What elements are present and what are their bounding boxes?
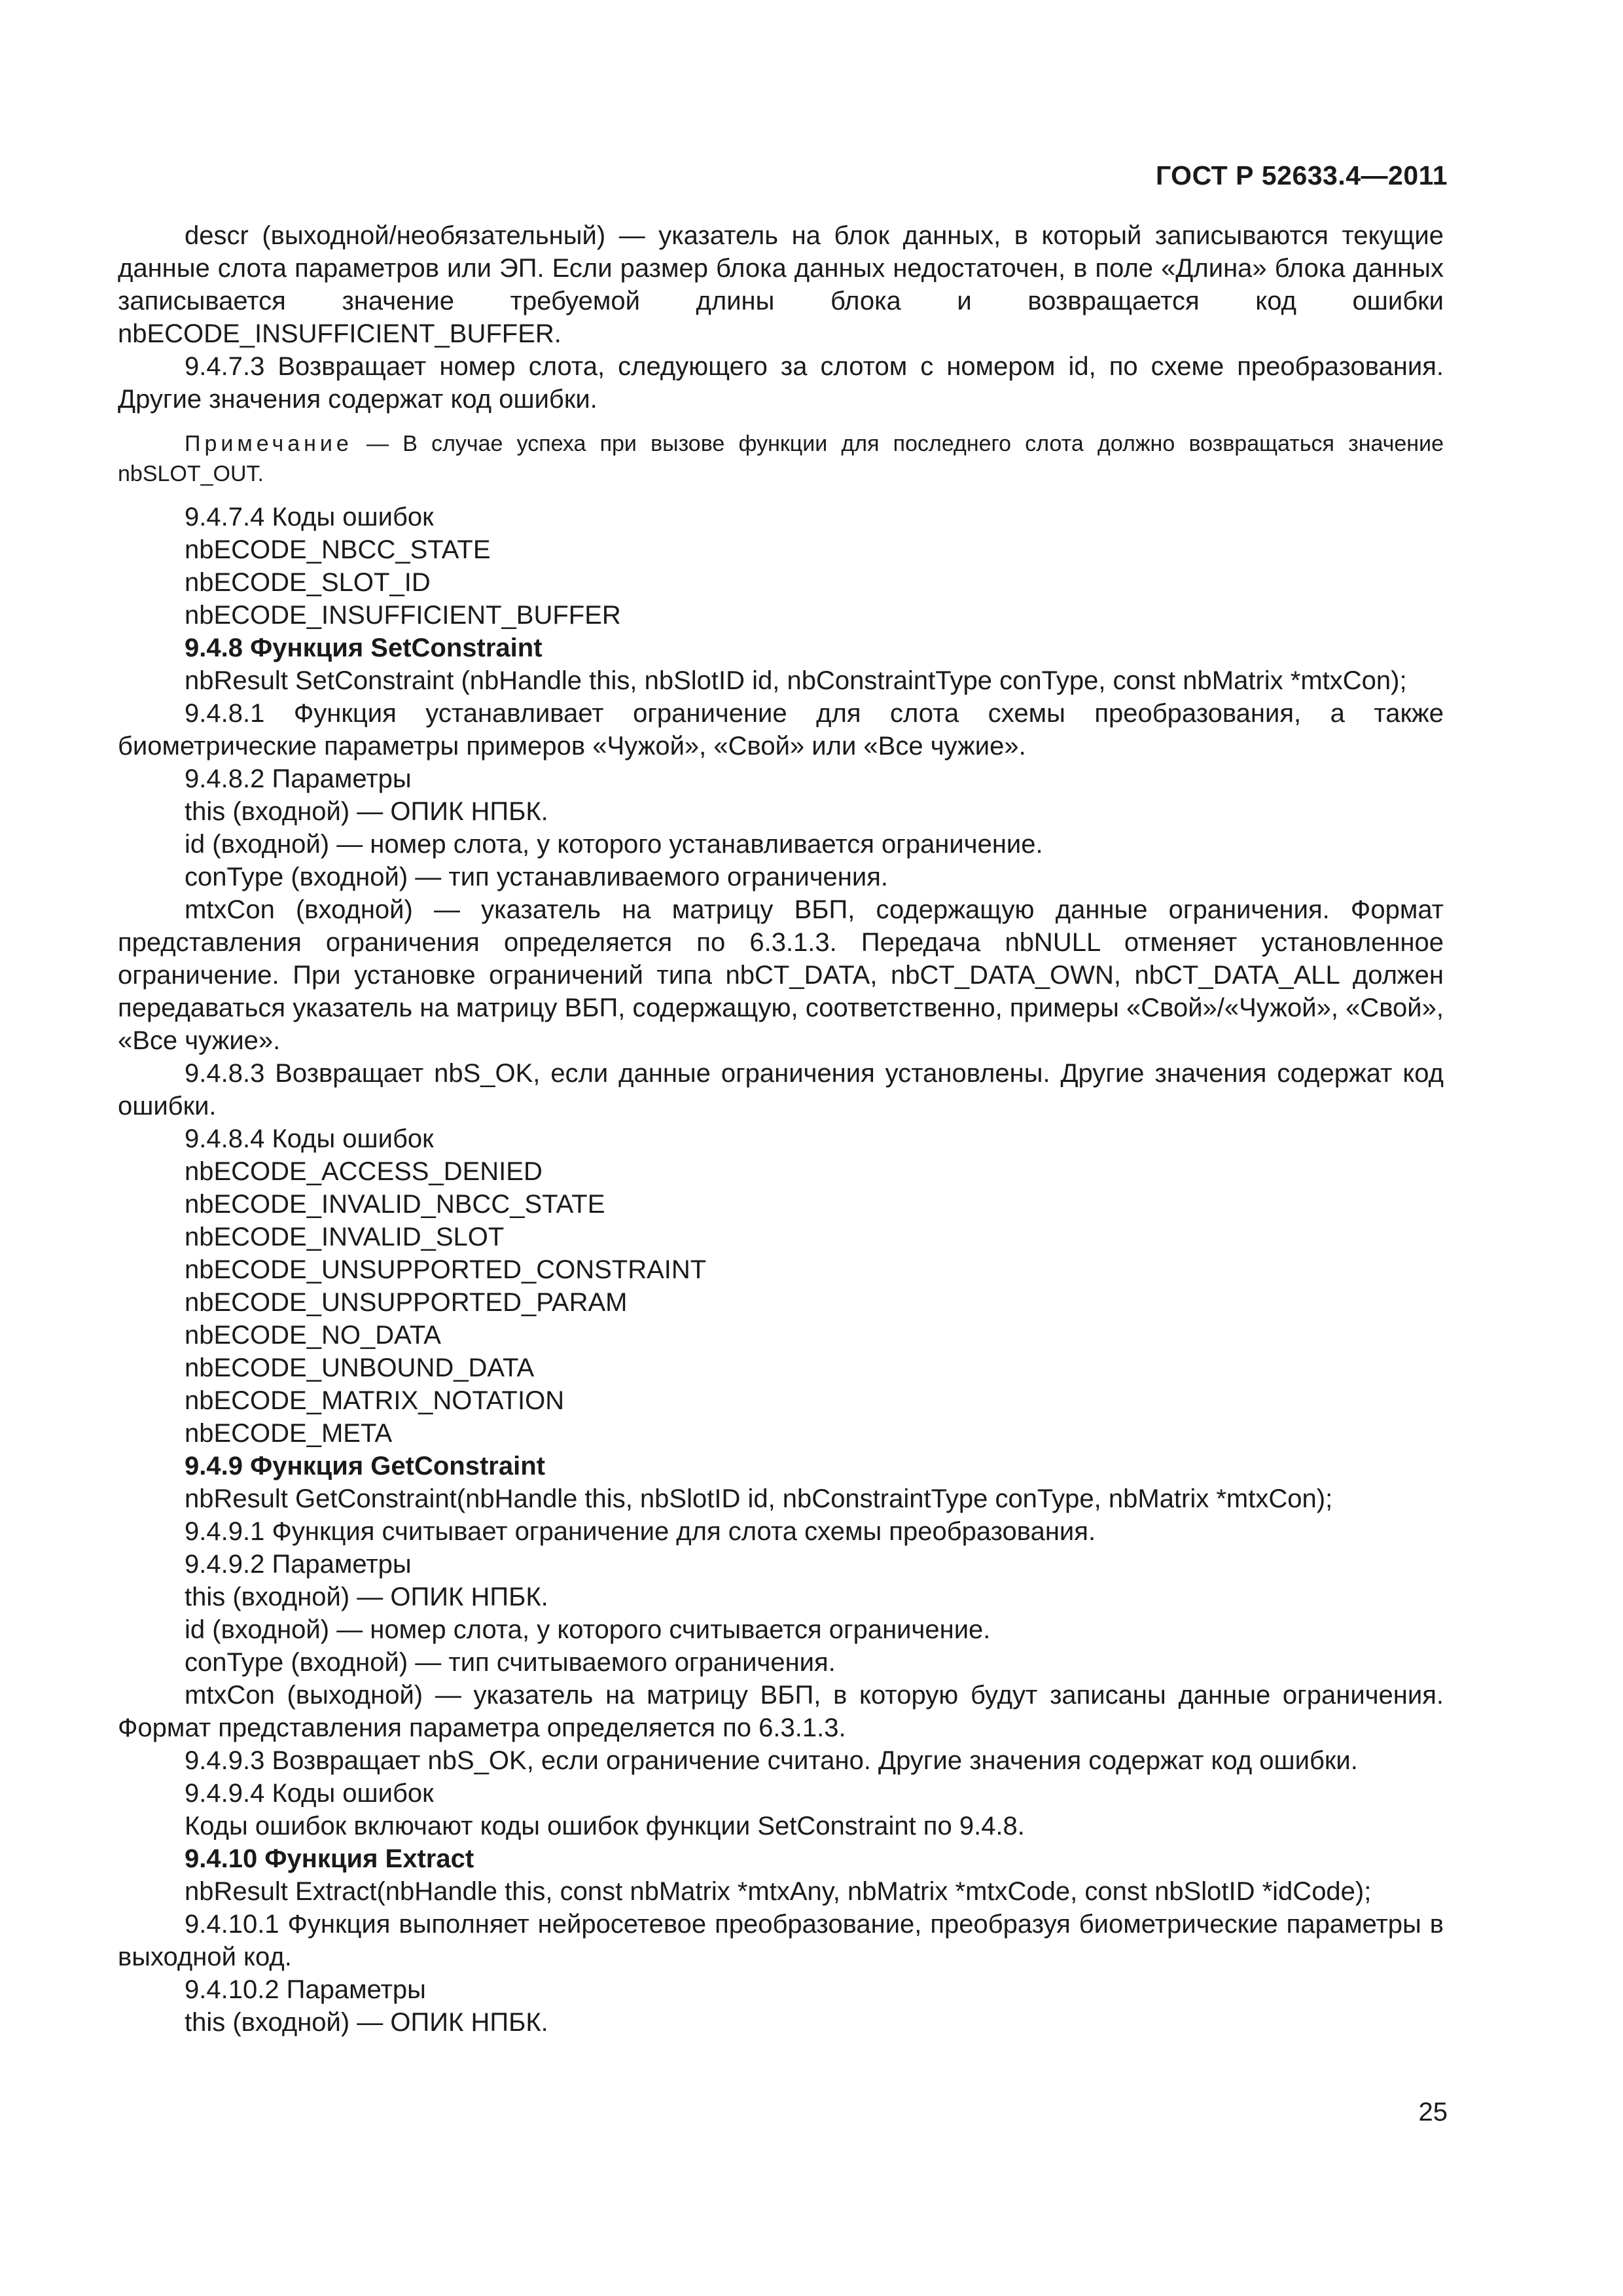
paragraph-9-4-9-3: 9.4.9.3 Возвращает nbS_OK, если ограничение считано. Другие значения содержат код ошибки.: [185, 1746, 1358, 1775]
param-mtxcon-out: mtxCon (выходной) — указатель на матрицу ВБП, в которую будут записаны данные ограничения. Формат представления параметра определяется по 6.3.1.3.: [118, 1681, 1444, 1742]
paragraph-9-4-7-3: 9.4.7.3 Возвращает номер слота, следующего за слотом с номером id, по схеме преобразования. Другие значения содержат код ошибки.: [118, 352, 1444, 414]
paragraph-error-codes-ref: Коды ошибок включают коды ошибок функции SetConstraint по 9.4.8.: [185, 1812, 1025, 1840]
param-id: id (входной) — номер слота, у которого устанавливается ограничение.: [185, 830, 1043, 859]
param-this: this (входной) — ОПИК НПБК.: [185, 2008, 548, 2037]
param-contype: conType (входной) — тип считываемого ограничения.: [185, 1648, 836, 1677]
paragraph-9-4-9-4: 9.4.9.4 Коды ошибок: [185, 1779, 434, 1808]
note: [118, 429, 1444, 489]
param-this: this (входной) — ОПИК НПБК.: [185, 797, 548, 826]
paragraph-9-4-10-1: 9.4.10.1 Функция выполняет нейросетевое преобразование, преобразуя биометрические параметры в выходной код.: [118, 1910, 1444, 1971]
paragraph-9-4-7-4: 9.4.7.4 Коды ошибок: [185, 503, 434, 531]
error-code: nbECODE_NBCC_STATE: [185, 535, 491, 564]
signature-extract: nbResult Extract(nbHandle this, const nbMatrix *mtxAny, nbMatrix *mtxCode, const nbSlotID *idCode);: [185, 1877, 1372, 1906]
param-contype: conType (входной) — тип устанавливаемого ограничения.: [185, 863, 888, 891]
param-this: this (входной) — ОПИК НПБК.: [185, 1583, 548, 1611]
page-content: [118, 219, 1444, 2039]
note-label: Примечание: [185, 431, 353, 456]
paragraph-9-4-8-2: 9.4.8.2 Параметры: [185, 764, 412, 793]
paragraph-9-4-10-2: 9.4.10.2 Параметры: [185, 1975, 426, 2004]
error-code: nbECODE_UNBOUND_DATA: [185, 1354, 535, 1382]
paragraph-9-4-9-2: 9.4.9.2 Параметры: [185, 1550, 412, 1579]
note-text: — В случае успеха при вызове функции для последнего слота должно возвращаться значение nbSLOT_OUT.: [118, 431, 1444, 486]
paragraph-9-4-9-1: 9.4.9.1 Функция считывает ограничение для слота схемы преобразования.: [185, 1517, 1096, 1546]
paragraph-descr: descr (выходной/необязательный) — указатель на блок данных, в который записываются текущие данные слота параметров или ЭП. Если размер блока данных недостаточен, в поле «Длина» блока данных записывается значение требуемой длины блока и возвращается код ошибки nbECODE_INSUFFICIENT_BUFFER.: [118, 221, 1444, 348]
heading-9-4-9: 9.4.9 Функция GetConstraint: [185, 1452, 545, 1480]
document-header-id: ГОСТ Р 52633.4—2011: [1155, 160, 1448, 190]
error-code: nbECODE_UNSUPPORTED_PARAM: [185, 1288, 628, 1317]
error-code: nbECODE_MATRIX_NOTATION: [185, 1386, 565, 1415]
error-code: nbECODE_INVALID_NBCC_STATE: [185, 1190, 605, 1219]
param-mtxcon: mtxCon (входной) — указатель на матрицу ВБП, содержащую данные ограничения. Формат представления ограничения определяется по 6.3.1.3. Передача nbNULL отменяет установленное ограничение. При установке ограничений типа nbCT_DATA, nbCT_DATA_OWN, nbCT_DATA_ALL должен передаваться указатель на матрицу ВБП, содержащую, соответственно, примеры «Свой»/«Чужой», «Свой», «Все чужие».: [118, 895, 1444, 1055]
heading-9-4-8: 9.4.8 Функция SetConstraint: [185, 634, 543, 662]
paragraph-9-4-8-3: 9.4.8.3 Возвращает nbS_OK, если данные ограничения установлены. Другие значения содержат код ошибки.: [118, 1059, 1444, 1121]
page-number: 25: [1418, 2098, 1448, 2126]
error-code: nbECODE_INSUFFICIENT_BUFFER: [185, 601, 621, 630]
error-code: nbECODE_META: [185, 1419, 393, 1448]
heading-9-4-10: 9.4.10 Функция Extract: [185, 1844, 474, 1873]
signature-getconstraint: nbResult GetConstraint(nbHandle this, nbSlotID id, nbConstraintType conType, nbMatrix *mtxCon);: [185, 1484, 1333, 1513]
error-code: nbECODE_NO_DATA: [185, 1321, 441, 1350]
error-code: nbECODE_SLOT_ID: [185, 568, 431, 597]
error-code: nbECODE_ACCESS_DENIED: [185, 1157, 543, 1186]
param-id: id (входной) — номер слота, у которого считывается ограничение.: [185, 1615, 991, 1644]
paragraph-9-4-8-1: 9.4.8.1 Функция устанавливает ограничение для слота схемы преобразования, а также биометрические параметры примеров «Чужой», «Свой» или «Все чужие».: [118, 699, 1444, 761]
error-code: nbECODE_UNSUPPORTED_CONSTRAINT: [185, 1255, 707, 1284]
error-code: nbECODE_INVALID_SLOT: [185, 1223, 505, 1251]
paragraph-9-4-8-4: 9.4.8.4 Коды ошибок: [185, 1124, 434, 1153]
signature-setconstraint: nbResult SetConstraint (nbHandle this, nbSlotID id, nbConstraintType conType, const nbMatrix *mtxCon);: [185, 666, 1407, 695]
